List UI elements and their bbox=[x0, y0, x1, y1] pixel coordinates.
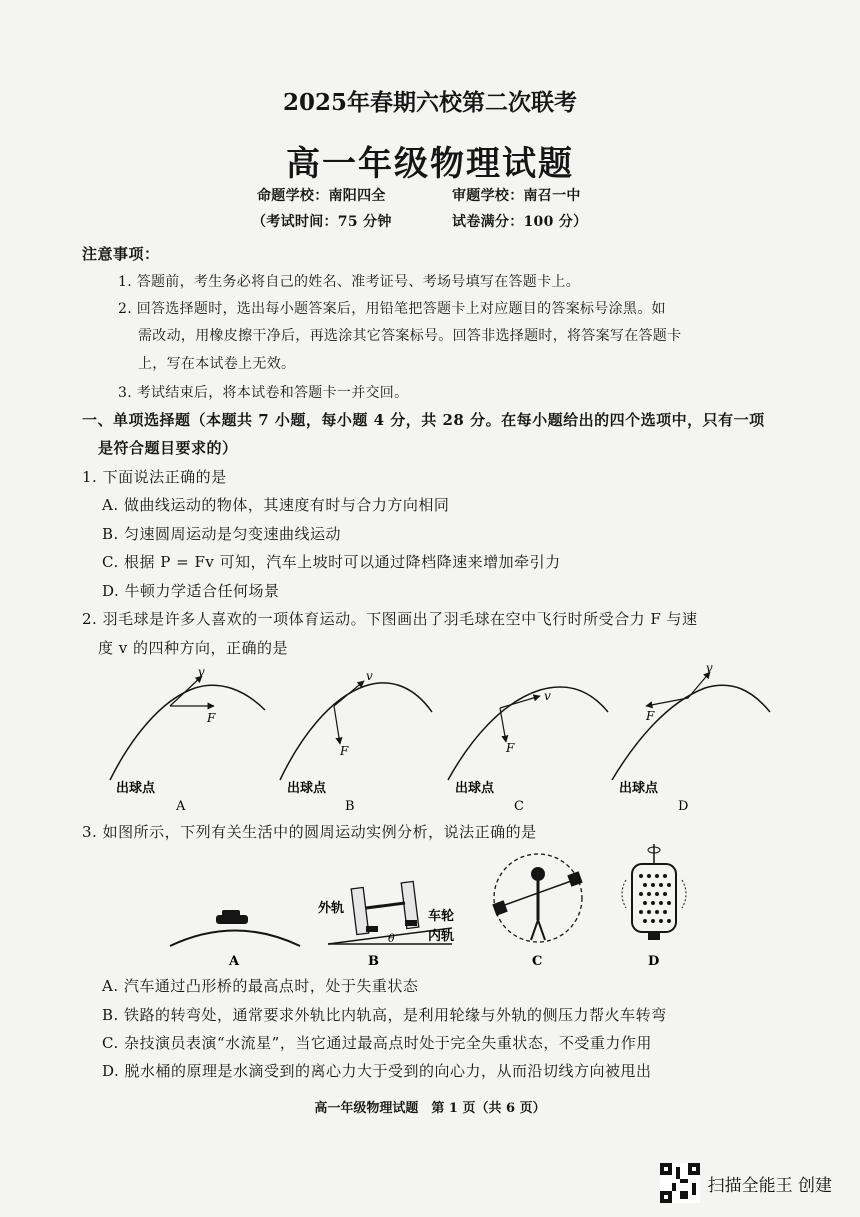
q2-c-f-label: F bbox=[506, 741, 515, 755]
q3-figure-c-performer bbox=[492, 854, 582, 969]
q2-d-letter: D bbox=[678, 799, 689, 814]
notice-item-2-cont: 需改动，用橡皮擦干净后，再选涂其它答案标号。回答非选择题时，将答案写在答题卡 bbox=[138, 328, 682, 344]
exam-subject-title: 高一年级物理试题 bbox=[286, 144, 574, 184]
q2-a-v-label: v bbox=[198, 665, 205, 679]
q3-figure-b-rails bbox=[318, 881, 454, 969]
q3-b-letter: B bbox=[368, 954, 379, 969]
q2-figure-b bbox=[280, 669, 432, 814]
q3-option-c: C. 杂技演员表演“水流星”，当它通过最高点时处于完全失重状态，不受重力作用 bbox=[102, 1034, 652, 1052]
q2-b-start-label: 出球点 bbox=[287, 781, 327, 796]
watermark-text: 扫描全能王 创建 bbox=[707, 1175, 832, 1196]
section1-title: 一、单项选择题（本题共 7 小题，每小题 4 分，共 28 分。在每小题给出的四个选项中，只有一项 bbox=[82, 411, 765, 429]
notice-item-2-cont2: 上，写在本试卷上无效。 bbox=[138, 356, 296, 372]
q2-d-start-label: 出球点 bbox=[619, 781, 659, 796]
exam-time: （考试时间：75 分钟 bbox=[252, 214, 392, 230]
q2-a-start-label: 出球点 bbox=[116, 781, 156, 796]
exam-series-title: 2025年春期六校第二次联考 bbox=[282, 89, 577, 116]
car-icon bbox=[216, 915, 248, 924]
q1-option-d: D. 牛顿力学适合任何场景 bbox=[102, 582, 280, 600]
q2-a-letter: A bbox=[176, 799, 186, 814]
q2-figure-c bbox=[448, 687, 608, 814]
q2-stem-line1: 2. 羽毛球是许多人喜欢的一项体育运动。下图画出了羽毛球在空中飞行时所受合力 F 与速 bbox=[82, 610, 698, 628]
qr-code-icon bbox=[660, 1163, 700, 1203]
notice-heading: 注意事项： bbox=[82, 245, 160, 263]
q2-c-start-label: 出球点 bbox=[455, 781, 495, 796]
q3-option-d: D. 脱水桶的原理是水滴受到的离心力大于受到的向心力，从而沿切线方向被甩出 bbox=[102, 1062, 652, 1080]
setter-school: 命题学校：南阳四全 bbox=[257, 188, 386, 204]
q2-figure-d bbox=[612, 661, 770, 814]
q3-a-letter: A bbox=[229, 954, 240, 969]
q3-stem: 3. 如图所示，下列有关生活中的圆周运动实例分析，说法正确的是 bbox=[82, 823, 537, 841]
q3-c-letter: C bbox=[532, 954, 543, 969]
q3-figure-a-bridge bbox=[170, 910, 300, 969]
q3-d-letter: D bbox=[648, 954, 660, 969]
q3-option-b: B. 铁路的转弯处，通常要求外轨比内轨高，是利用轮缘与外轨的侧压力帮火车转弯 bbox=[102, 1006, 667, 1024]
q3-outer-rail-label: 外轨 bbox=[318, 901, 345, 916]
scanner-watermark bbox=[660, 1163, 832, 1203]
q3-option-a: A. 汽车通过凸形桥的最高点时，处于失重状态 bbox=[102, 977, 419, 995]
q2-d-f-label: F bbox=[646, 709, 655, 723]
notice-item-3: 3. 考试结束后，将本试卷和答题卡一并交回。 bbox=[118, 385, 409, 401]
q1-stem: 1. 下面说法正确的是 bbox=[82, 468, 227, 486]
notice-item-2: 2. 回答选择题时，选出每小题答案后，用铅笔把答题卡上对应题目的答案标号涂黑。如 bbox=[118, 301, 666, 317]
page-footer: 高一年级物理试题 第 1 页（共 6 页） bbox=[314, 1101, 546, 1116]
q2-figure-a bbox=[110, 665, 265, 814]
q2-c-letter: C bbox=[514, 799, 524, 814]
q1-option-a: A. 做曲线运动的物体，其速度有时与合力方向相同 bbox=[102, 496, 450, 514]
q3-figure-d-dryer bbox=[622, 844, 686, 969]
q2-a-f-label: F bbox=[207, 711, 216, 725]
q2-b-letter: B bbox=[345, 799, 355, 814]
reviewer-school: 审题学校：南召一中 bbox=[452, 188, 581, 204]
q3-theta-label: θ bbox=[388, 932, 395, 945]
q3-inner-rail-label: 内轨 bbox=[428, 929, 455, 944]
performer-head-icon bbox=[531, 867, 545, 881]
q2-b-f-label: F bbox=[340, 744, 349, 758]
q2-stem-line2: 度 v 的四种方向，正确的是 bbox=[98, 639, 289, 657]
q2-d-v-label: v bbox=[706, 661, 713, 675]
q1-option-c: C. 根据 P = Fv 可知，汽车上坡时可以通过降档降速来增加牵引力 bbox=[102, 553, 561, 571]
q1-option-b: B. 匀速圆周运动是匀变速曲线运动 bbox=[102, 525, 342, 543]
notice-item-1: 1. 答题前，考生务必将自己的姓名、准考证号、考场号填写在答题卡上。 bbox=[118, 274, 581, 290]
exam-score: 试卷满分：100 分） bbox=[452, 214, 588, 230]
q2-b-v-label: v bbox=[366, 669, 373, 683]
q2-c-v-label: v bbox=[544, 689, 551, 703]
q3-wheel-label: 车轮 bbox=[428, 909, 455, 924]
section1-title-cont: 是符合题目要求的） bbox=[98, 439, 238, 457]
